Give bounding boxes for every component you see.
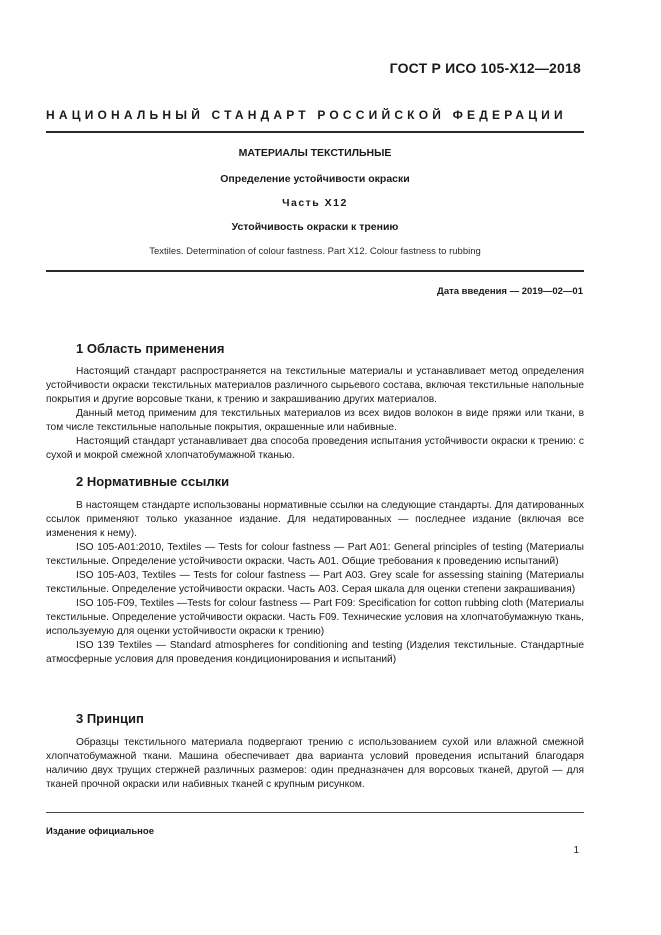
title-divider (46, 270, 584, 272)
section-heading-scope: 1 Область применения (76, 341, 225, 356)
section-heading-principle: 3 Принцип (76, 711, 144, 726)
effective-date: Дата введения — 2019—02—01 (437, 286, 583, 297)
section-heading-normative-references: 2 Нормативные ссылки (76, 474, 230, 489)
paragraph: ISO 139 Textiles — Standard atmospheres for conditioning and testing (Изделия текстильные. Стандартные атмосферные условия для проведения кондиционирования и испытаний) (46, 640, 584, 665)
national-standard-banner: НАЦИОНАЛЬНЫЙ СТАНДАРТ РОССИЙСКОЙ ФЕДЕРАЦИИ (46, 108, 567, 122)
title-sub: Определение устойчивости окраски (220, 173, 410, 185)
paragraph: Настоящий стандарт распространяется на текстильные материалы и устанавливает метод определения устойчивости окраски текстильных материалов различного сырьевого состава, включая текстильные напольные покрытия и другие ворсовые ткани, к трению и закрашиванию других материалов. (46, 366, 584, 405)
edition-note: Издание официальное (46, 826, 154, 837)
section-body-normative-references (46, 499, 584, 667)
section-body-principle (46, 736, 584, 792)
paragraph: ISO 105-A01:2010, Textiles — Tests for colour fastness — Part A01: General principles of testing (Материалы текстильные. Определение устойчивости окраски. Часть А01. Общие требования к проведению испытаний) (46, 542, 584, 567)
title-english: Textiles. Determination of colour fastness. Part X12. Colour fastness to rubbing (149, 246, 481, 257)
footer-divider (46, 812, 584, 813)
paragraph: Данный метод применим для текстильных материалов из всех видов волокон в виде пряжи или ткани, в том числе текстильные напольные покрытия, окрашенные или набивные. (46, 408, 584, 433)
page-number: 1 (573, 845, 579, 856)
section-body-scope (46, 365, 584, 463)
paragraph: В настоящем стандарте использованы нормативные ссылки на следующие стандарты. Для датированных ссылок применяют только указанное издание. Для недатированных — последнее издание (включая все изменения к нему). (46, 500, 584, 539)
paragraph: Образцы текстильного материала подвергают трению с использованием сухой или влажной смежной хлопчатобумажной ткани. Машина обеспечивает два варианта условий проведения испытаний благодаря наличию двух трущих стержней различных размеров: один предназначен для ворсовых тканей, другой — для тканей прочной окраски или набивных тканей с крупным рисунком. (46, 737, 584, 790)
paragraph: ISO 105-F09, Textiles —Tests for colour fastness — Part F09: Specification for cotton rubbing cloth (Материалы текстильные. Определение устойчивости окраски. Часть F09. Технические условия на хлопчатобумажную ткань, используемую для оценки устойчивости окраски к трению) (46, 598, 584, 637)
paragraph: Настоящий стандарт устанавливает два способа проведения испытания устойчивости окраски к трению: с сухой и мокрой смежной хлопчатобумажной тканью. (46, 436, 584, 461)
title-part-number: Часть X12 (282, 197, 348, 209)
title-main: МАТЕРИАЛЫ ТЕКСТИЛЬНЫЕ (238, 147, 392, 159)
paragraph: ISO 105-A03, Textiles — Tests for colour fastness — Part A03. Grey scale for assessing staining (Материалы текстильные. Определение устойчивости окраски. Часть А03. Серая шкала для оценки степени закрашивания) (46, 570, 584, 595)
title-part: Устойчивость окраски к трению (231, 221, 399, 233)
document-code: ГОСТ Р ИСО 105-X12—2018 (389, 60, 581, 76)
header-divider (46, 131, 584, 133)
